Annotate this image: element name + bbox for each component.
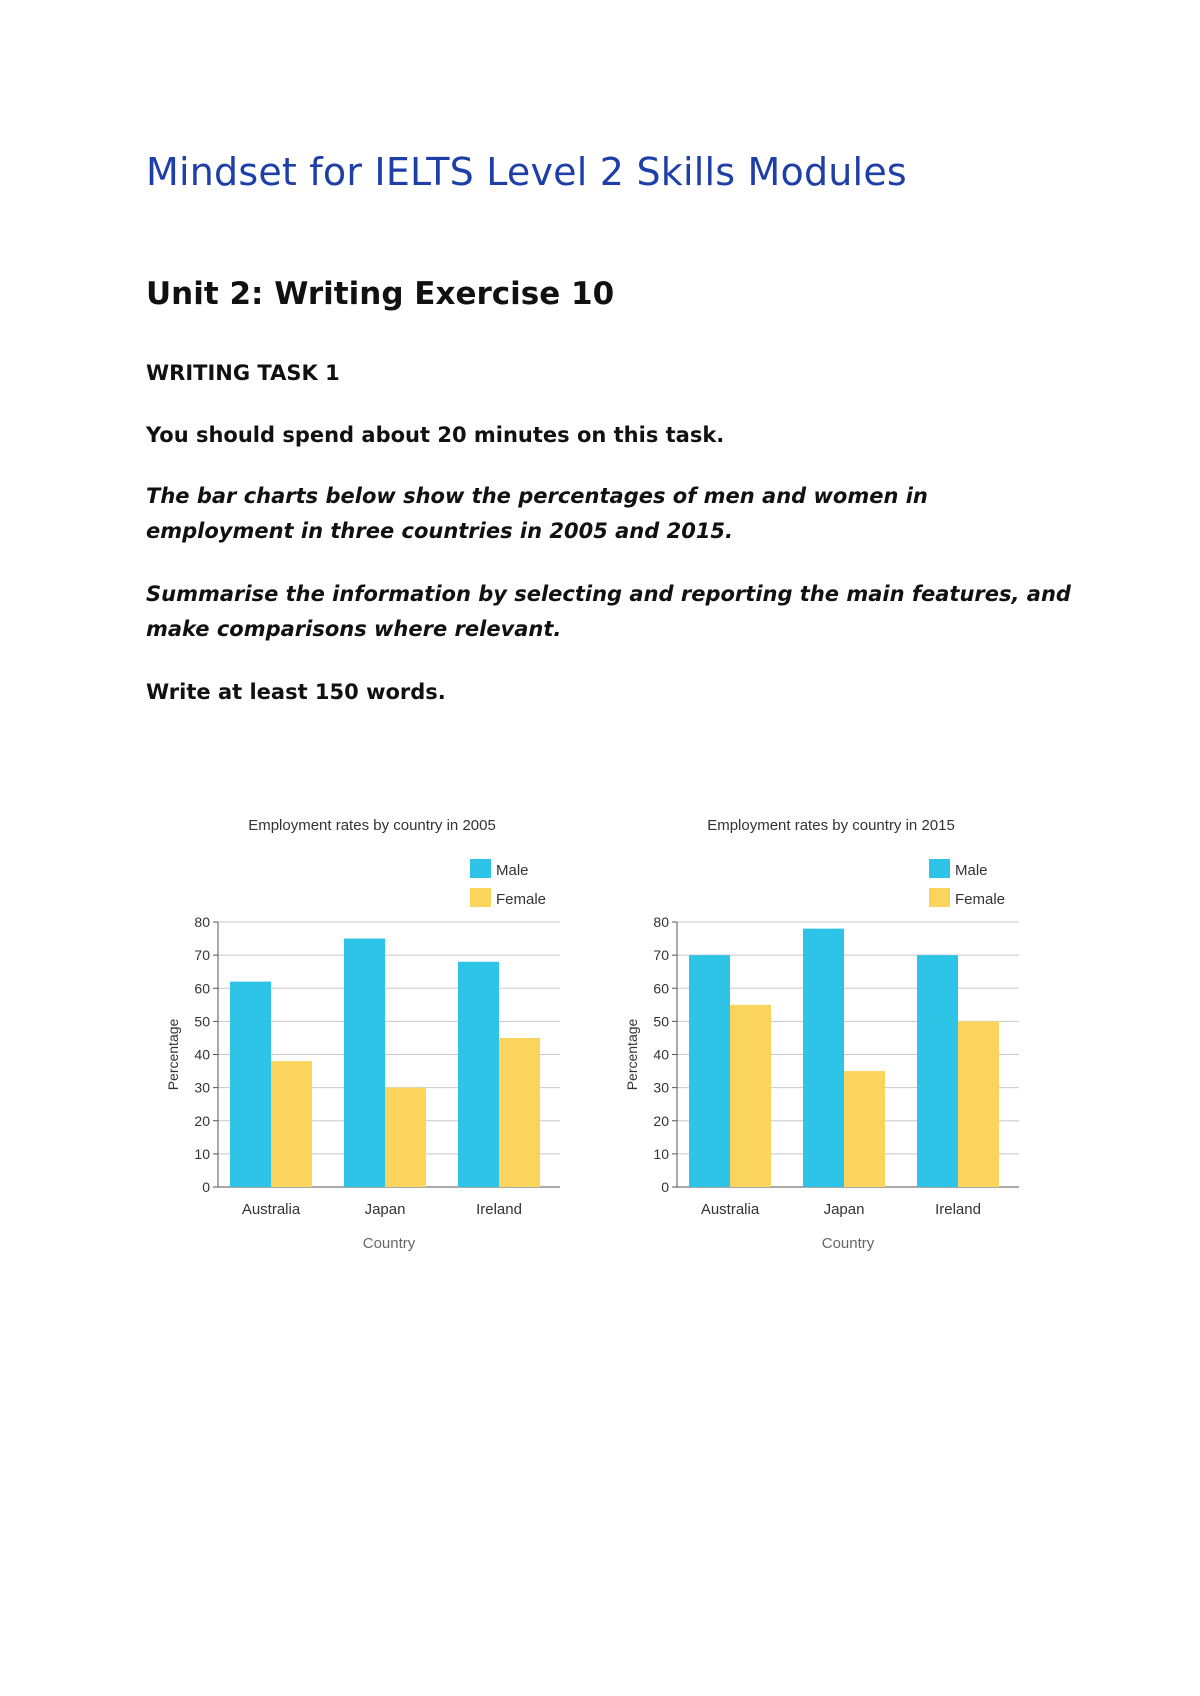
legend-label: Female [955,891,1006,908]
y-axis-label: Percentage [624,1018,640,1091]
legend-swatch-female [470,888,491,907]
y-tick-label: 10 [194,1145,210,1162]
summary-instruction: Summarise the information by selecting and reporting the main features, and make comparisons where relevant. [146,582,1071,641]
bar-male-japan [344,939,385,1187]
page-title: Mindset for IELTS Level 2 Skills Modules [146,150,907,194]
legend-label: Male [955,862,988,879]
x-axis-label: Country [362,1235,416,1252]
y-tick-label: 0 [661,1179,669,1195]
legend-label: Male [496,862,529,879]
chart-title: Employment rates by country in 2015 [707,817,955,834]
y-tick-label: 10 [653,1145,669,1162]
bar-female-japan [844,1071,885,1187]
y-tick-label: 80 [194,914,210,930]
y-tick-label: 50 [194,1013,210,1030]
y-tick-label: 70 [653,947,669,964]
x-tick-label: Japan [823,1201,865,1218]
legend-swatch-male [470,859,491,878]
bar-male-australia [230,982,271,1187]
y-tick-label: 60 [653,980,669,997]
y-tick-label: 20 [194,1112,210,1129]
y-tick-label: 40 [653,1046,669,1063]
x-tick-label: Ireland [476,1201,522,1218]
y-tick-label: 80 [653,914,669,930]
y-tick-label: 20 [653,1112,669,1129]
y-tick-label: 30 [194,1079,210,1096]
unit-heading: Unit 2: Writing Exercise 10 [146,276,615,312]
legend-swatch-male [929,859,950,878]
bar-male-japan [803,929,844,1187]
x-axis-label: Country [821,1235,875,1252]
bar-female-japan [385,1088,426,1187]
bar-male-ireland [917,955,958,1187]
employment-chart-2005 [150,810,570,1265]
y-tick-label: 0 [202,1179,210,1195]
task-label: WRITING TASK 1 [146,361,340,385]
legend-swatch-female [929,888,950,907]
bar-female-australia [271,1061,312,1187]
bar-female-ireland [958,1021,999,1187]
x-tick-label: Ireland [935,1201,981,1218]
employment-chart-2015 [609,810,1029,1265]
y-axis-label: Percentage [165,1018,181,1091]
y-tick-label: 40 [194,1046,210,1063]
bar-female-ireland [499,1038,540,1187]
bar-female-australia [730,1005,771,1187]
chart-svg [150,810,570,1260]
x-tick-label: Australia [241,1201,301,1218]
chart-svg [609,810,1029,1260]
chart-title: Employment rates by country in 2005 [248,817,496,834]
time-instruction: You should spend about 20 minutes on this task. [146,423,725,447]
y-tick-label: 70 [194,947,210,964]
y-tick-label: 30 [653,1079,669,1096]
bar-male-australia [689,955,730,1187]
x-tick-label: Australia [700,1201,760,1218]
legend-label: Female [496,891,547,908]
word-count-instruction: Write at least 150 words. [146,680,446,704]
x-tick-label: Japan [364,1201,406,1218]
task-prompt: The bar charts below show the percentages of men and women in employment in three countries in 2005 and 2015. [146,484,928,543]
y-tick-label: 50 [653,1013,669,1030]
bar-male-ireland [458,962,499,1187]
y-tick-label: 60 [194,980,210,997]
